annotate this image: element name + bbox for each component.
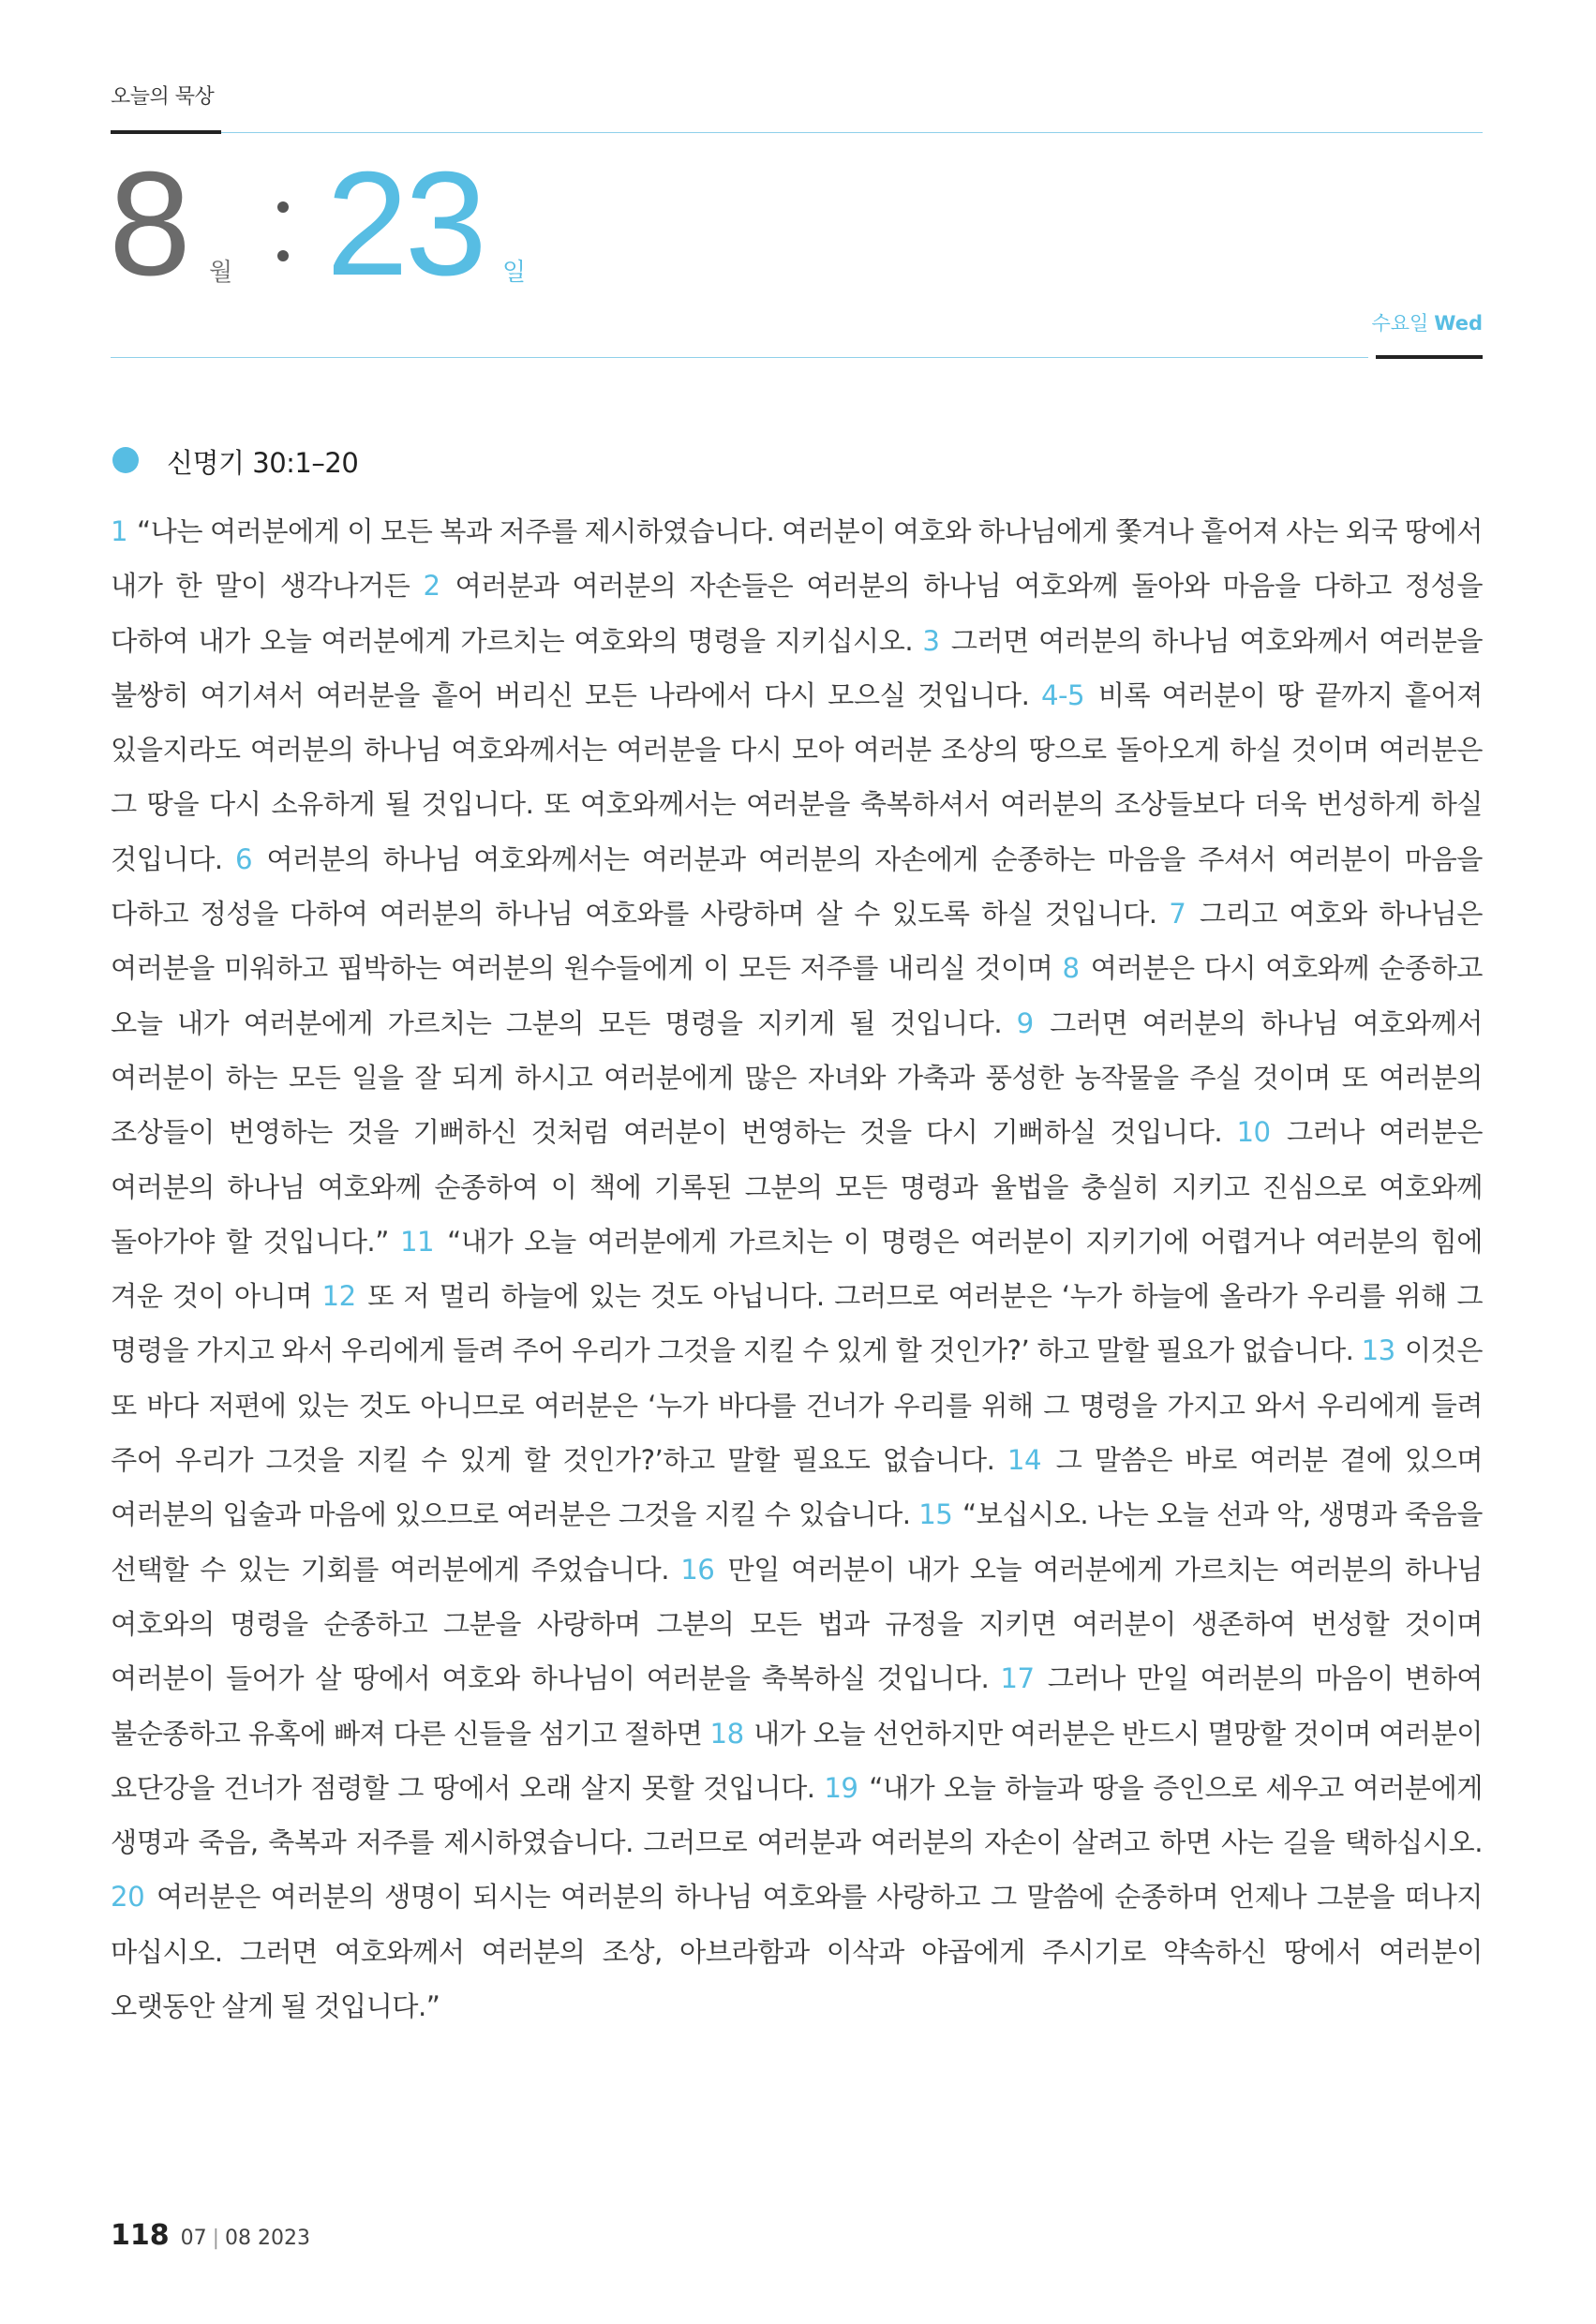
day-unit: 일: [502, 259, 527, 287]
date-day: 23: [326, 142, 484, 306]
verse-number: 6: [235, 842, 253, 875]
weekday-korean: 수요일: [1371, 312, 1429, 335]
page-footer: [111, 2219, 310, 2252]
verse-number: 1: [111, 515, 128, 547]
verse-number: 13: [1361, 1334, 1395, 1367]
issue-month: 07: [180, 2227, 207, 2250]
footer-separator: |: [212, 2227, 220, 2250]
verse-text: 비록 여러분이 땅 끝까지 흩어져 있을지라도 여러분의 하나님 여호와께서는 여러분을 다시 모아 여러분 조상의 땅으로 돌아오게 하실 것이며 여러분은 그 땅을 다시 소유하게 될 것입니다. 또 여호와께서는 여러분을 축복하셔서 여러분의 조상들보다 더욱 번성하게 하실 것입니다.: [111, 678, 1483, 875]
bullet-circle-icon: [112, 447, 139, 473]
verse-text: 이것은 또 바다 저편에 있는 것도 아니므로 여러분은 ‘누가 바다를 건너가 우리를 위해 그 명령을 가지고 와서 우리에게 들려 주어 우리가 그것을 지킬 수 있게 할 것인가?’하고 말할 필요도 없습니다.: [111, 1334, 1483, 1477]
verse-number: 10: [1236, 1116, 1271, 1149]
passage-reference: 신명기 30:1–20: [167, 447, 359, 479]
verse-number: 2: [423, 570, 440, 603]
verse-number: 3: [922, 624, 940, 657]
scripture-text: [111, 504, 1483, 2034]
verse-number: 15: [918, 1498, 953, 1531]
verse-text: 그러나 여러분은 여러분의 하나님 여호와께 순종하여 이 책에 기록된 그분의 모든 명령과 율법을 충실히 지키고 진심으로 여호와께 돌아가야 할 것입니다.”: [111, 1116, 1484, 1258]
verse-number: 11: [399, 1225, 435, 1258]
verse-text: 그러면 여러분의 하나님 여호와께서 여러분을 불쌍히 여기셔서 여러분을 흩어 버리신 모든 나라에서 다시 모으실 것입니다.: [111, 624, 1484, 711]
section-label: 오늘의 묵상: [111, 85, 215, 109]
verse-text: 여러분의 하나님 여호와께서는 여러분과 여러분의 자손에게 순종하는 마음을 주셔서 여러분이 마음을 다하고 정성을 다하여 여러분의 하나님 여호와를 사랑하며 살 수 있도록 하실 것입니다.: [111, 842, 1483, 931]
verse-number: 4-5: [1040, 678, 1085, 711]
month-unit: 월: [209, 259, 233, 287]
verse-text: 그러면 여러분의 하나님 여호와께서 여러분이 하는 모든 일을 잘 되게 하시고 여러분에게 많은 자녀와 가축과 풍성한 농작물을 주실 것이며 또 여러분의 조상들이 번영하는 것을 기뻐하신 것처럼 여러분이 번영하는 것을 다시 기뻐하실 것입니다.: [111, 1006, 1484, 1149]
verse-number: 14: [1007, 1444, 1042, 1477]
colon-dot-bottom: [277, 250, 289, 261]
verse-number: 12: [321, 1280, 356, 1313]
verse-text: 그러나 만일 여러분의 마음이 변하여 불순종하고 유혹에 빠져 다른 신들을 섬기고 절하면: [111, 1662, 1483, 1750]
weekday: [1371, 308, 1483, 336]
verse-text: “내가 오늘 여러분에게 가르치는 이 명령은 여러분이 지키기에 어렵거나 여러분의 힘에 겨운 것이 아니며: [111, 1225, 1484, 1313]
date-month: 8: [109, 142, 187, 306]
header-rule-thick: [111, 130, 221, 134]
weekday-english: Wed: [1434, 312, 1483, 335]
date-colon-icon: [277, 201, 291, 299]
verse-text: 여러분은 다시 여호와께 순종하고 오늘 내가 여러분에게 가르치는 그분의 모든 명령을 지키게 될 것입니다.: [111, 952, 1484, 1039]
verse-text: “내가 오늘 하늘과 땅을 증인으로 세우고 여러분에게 생명과 죽음, 축복과 저주를 제시하였습니다. 그러므로 여러분과 여러분의 자손이 살려고 하면 사는 길을 택하십시오.: [111, 1771, 1483, 1859]
verse-text: “나는 여러분에게 이 모든 복과 저주를 제시하였습니다. 여러분이 여호와 하나님에게 쫓겨나 흩어져 사는 외국 땅에서 내가 한 말이 생각나거든: [111, 515, 1483, 603]
colon-dot-top: [277, 201, 289, 213]
verse-number: 20: [111, 1881, 145, 1914]
verse-number: 18: [709, 1717, 744, 1750]
header-rule-thin: [221, 132, 1483, 133]
verse-text: 만일 여러분이 내가 오늘 여러분에게 가르치는 여러분의 하나님 여호와의 명령을 순종하고 그분을 사랑하며 그분의 모든 법과 규정을 지키면 여러분이 생존하여 번성할 것이며 여러분이 들어가 살 땅에서 여호와 하나님이 여러분을 축복하실 것입니다.: [111, 1553, 1483, 1695]
verse-text: 또 저 멀리 하늘에 있는 것도 아닙니다. 그러므로 여러분은 ‘누가 하늘에 올라가 우리를 위해 그 명령을 가지고 와서 우리에게 들려 주어 우리가 그것을 지킬 수 있게 할 것인가?’ 하고 말할 필요가 없습니다.: [111, 1280, 1484, 1367]
verse-number: 19: [824, 1771, 858, 1804]
verse-number: 9: [1016, 1006, 1034, 1039]
verse-number: 7: [1169, 898, 1186, 931]
page-number: 118: [111, 2219, 170, 2252]
verse-number: 16: [680, 1553, 715, 1586]
issue-month-year: 08 2023: [225, 2227, 311, 2250]
date-rule-thick: [1376, 355, 1483, 359]
verse-text: 그 말씀은 바로 여러분 곁에 있으며 여러분의 입술과 마음에 있으므로 여러분은 그것을 지킬 수 있습니다.: [111, 1444, 1484, 1531]
verse-text: 여러분은 여러분의 생명이 되시는 여러분의 하나님 여호와를 사랑하고 그 말씀에 순종하며 언제나 그분을 떠나지 마십시오. 그러면 여호와께서 여러분의 조상, 아브라함과 이삭과 야곱에게 주시기로 약속하신 땅에서 여러분이 오랫동안 살게 될 것입니다.”: [111, 1881, 1483, 2023]
verse-text: 여러분과 여러분의 자손들은 여러분의 하나님 여호와께 돌아와 마음을 다하고 정성을 다하여 내가 오늘 여러분에게 가르치는 여호와의 명령을 지키십시오.: [111, 570, 1484, 657]
verse-number: 8: [1062, 952, 1080, 985]
verse-number: 17: [1000, 1662, 1035, 1695]
verse-text: “보십시오. 나는 오늘 선과 악, 생명과 죽음을 선택할 수 있는 기회를 여러분에게 주었습니다.: [111, 1498, 1483, 1586]
date-rule-thin: [111, 357, 1368, 358]
verse-text: 내가 오늘 선언하지만 여러분은 반드시 멸망할 것이며 여러분이 요단강을 건너가 점령할 그 땅에서 오래 살지 못할 것입니다.: [111, 1717, 1483, 1804]
verse-text: 그리고 여호와 하나님은 여러분을 미워하고 핍박하는 여러분의 원수들에게 이 모든 저주를 내리실 것이며: [111, 898, 1483, 985]
